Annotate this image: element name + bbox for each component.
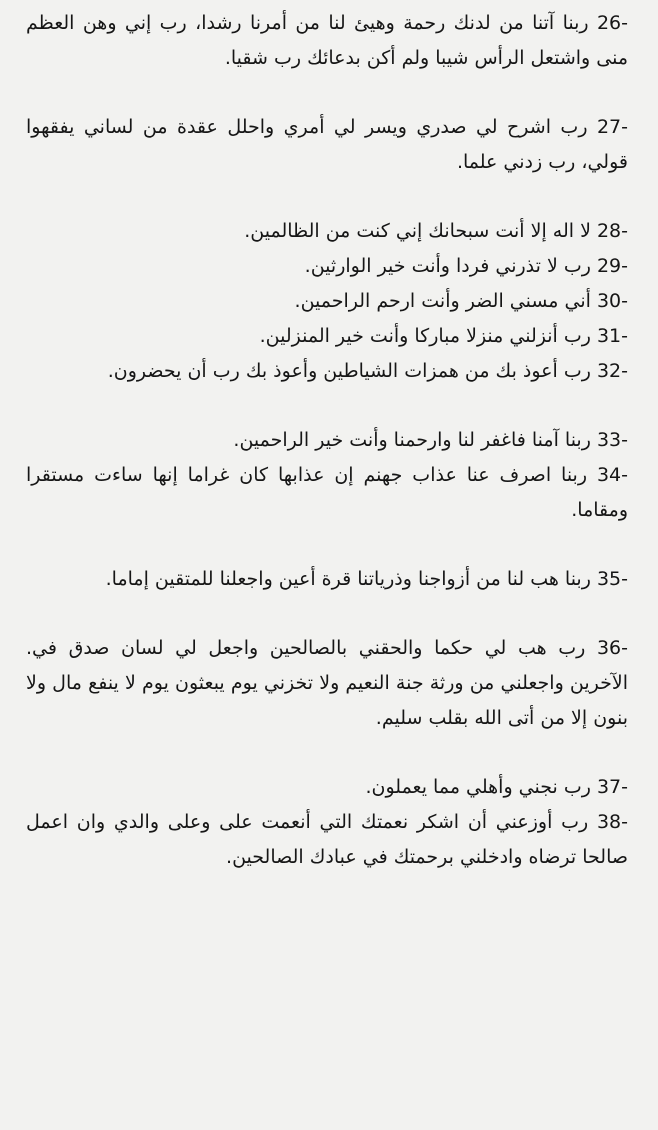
verse-text: رب أعوذ بك من همزات الشياطين وأعوذ بك رب أن يحضرون. <box>107 360 591 382</box>
verse-38 <box>26 805 628 875</box>
verse-number: 33- <box>596 429 628 451</box>
verse-text: أني مسني الضر وأنت ارحم الراحمين. <box>294 290 591 312</box>
verse-33 <box>26 423 628 458</box>
verse-text: رب لا تذرني فردا وأنت خير الوارثين. <box>304 255 591 277</box>
verse-group-6 <box>26 631 628 736</box>
verse-number: 38- <box>596 811 628 833</box>
verse-text: رب اشرح لي صدري ويسر لي أمري واحلل عقدة من لساني يفقهوا قولي، رب زدني علما. <box>26 116 628 173</box>
verse-group-5 <box>26 562 628 597</box>
verse-group-7 <box>26 770 628 875</box>
verse-number: 27- <box>596 116 628 138</box>
verse-group-3 <box>26 214 628 389</box>
verse-number: 30- <box>596 290 628 312</box>
verse-37 <box>26 770 628 805</box>
verse-30 <box>26 284 628 319</box>
verse-27 <box>26 110 628 180</box>
verse-text: ربنا آمنا فاغفر لنا وارحمنا وأنت خير الراحمين. <box>233 429 591 451</box>
verse-group-2 <box>26 110 628 180</box>
verse-number: 34- <box>596 464 628 486</box>
verse-number: 28- <box>596 220 628 242</box>
verse-number: 37- <box>596 776 628 798</box>
verse-number: 29- <box>596 255 628 277</box>
verse-34 <box>26 458 628 528</box>
verse-26 <box>26 6 628 76</box>
verse-text: رب نجني وأهلي مما يعملون. <box>365 776 591 798</box>
verse-text: رب هب لي حكما والحقني بالصالحين واجعل لي لسان صدق في. الآخرين واجعلني من ورثة جنة النعيم ولا تخزني يوم يبعثون يوم لا ينفع مال ولا بنون إلا من أتى الله بقلب سليم. <box>26 637 628 729</box>
verse-text: ربنا هب لنا من أزواجنا وذرياتنا قرة أعين واجعلنا للمتقين إماما. <box>105 568 591 590</box>
verse-group-1 <box>26 6 628 76</box>
verse-number: 35- <box>596 568 628 590</box>
verse-group-4 <box>26 423 628 528</box>
verse-number: 31- <box>596 325 628 347</box>
verse-number: 36- <box>596 637 628 659</box>
verse-31 <box>26 319 628 354</box>
verse-text: رب أوزعني أن اشكر نعمتك التي أنعمت على وعلى والدي وان اعمل صالحا ترضاه وادخلني برحمتك في عبادك الصالحين. <box>26 811 628 868</box>
verse-text: لا اله إلا أنت سبحانك إني كنت من الظالمين. <box>244 220 591 242</box>
verse-36 <box>26 631 628 736</box>
verse-text: ربنا آتنا من لدنك رحمة وهيئ لنا من أمرنا رشدا، رب إني وهن العظم منى واشتعل الرأس شيبا ولم أكن بدعائك رب شقيا. <box>26 12 628 69</box>
verse-28 <box>26 214 628 249</box>
verse-32 <box>26 354 628 389</box>
verse-35 <box>26 562 628 597</box>
verse-number: 32- <box>596 360 628 382</box>
verse-text: رب أنزلني منزلا مباركا وأنت خير المنزلين. <box>259 325 591 347</box>
verse-number: 26- <box>596 12 629 34</box>
verse-text: ربنا اصرف عنا عذاب جهنم إن عذابها كان غراما إنها ساءت مستقرا ومقاما. <box>26 464 628 521</box>
verse-29 <box>26 249 628 284</box>
